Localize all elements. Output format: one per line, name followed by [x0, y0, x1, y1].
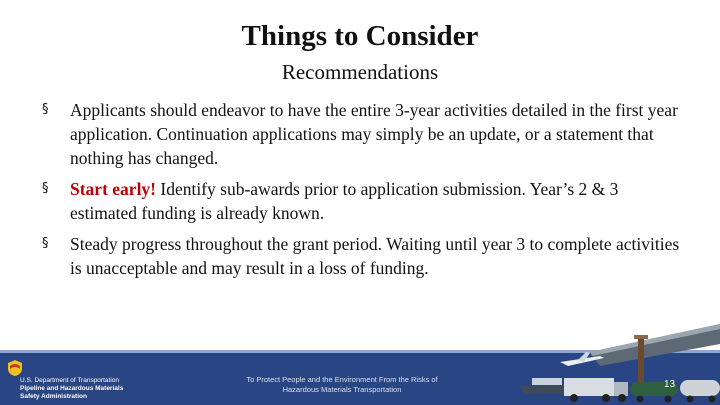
agency-line: Pipeline and Hazardous Materials [20, 385, 124, 392]
agency-name [20, 377, 123, 401]
transport-montage-image [520, 322, 720, 405]
bullet-text: Applicants should endeavor to have the entire 3-year activities detailed in the first year application. Continuation applications may simply be an update, or a statement that nothing has changed. [70, 100, 678, 168]
bullet-marker: § [42, 181, 49, 196]
page-title: Things to Consider [241, 20, 479, 52]
footer-slogan [212, 375, 472, 395]
bullet-highlight: Start early! [70, 179, 157, 199]
bullet-marker: § [42, 236, 49, 251]
bullet-text: Steady progress throughout the grant period. Waiting until year 3 to complete activities is unacceptable and may result in a loss of funding. [70, 234, 680, 278]
bullet-list [42, 98, 682, 287]
bullet-text: Identify sub-awards prior to application submission. Year’s 2 & 3 estimated funding is already known. [70, 179, 619, 223]
slogan-line: Hazardous Materials Transportation [282, 385, 402, 394]
agency-line: Safety Administration [20, 393, 87, 400]
bullet-item-2 [42, 177, 682, 225]
bullet-item-3 [42, 232, 682, 280]
bullet-marker: § [42, 102, 49, 117]
slogan-line: To Protect People and the Environment From the Risks of [246, 375, 438, 384]
dot-shield-logo-icon [8, 360, 22, 376]
bullet-item-1 [42, 98, 682, 170]
agency-line: U.S. Department of Transportation [20, 377, 119, 384]
page-number: 13 [664, 379, 676, 390]
page-subtitle: Recommendations [281, 60, 439, 84]
